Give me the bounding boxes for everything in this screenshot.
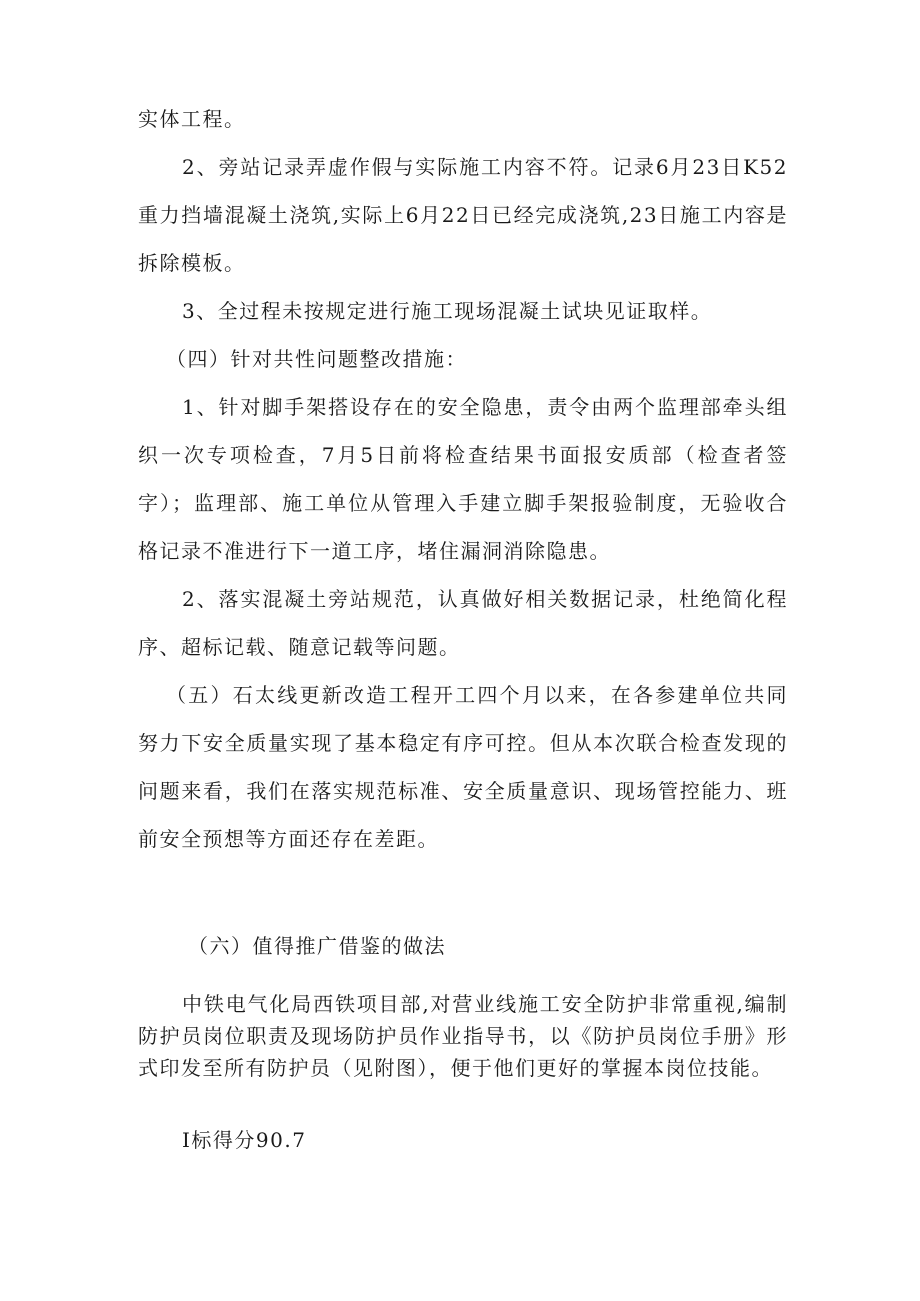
paragraph-rectification-1: 1、针对脚手架搭设存在的安全隐患，责令由两个监理部牵头组织一次专项检查，7月5日前将检查结果书面报安质部（检查者签字）；监理部、施工单位从管理入手建立脚手架报验制度，无验收合格记录不准进行下一道工序，堵住漏洞消除隐患。	[138, 395, 788, 563]
paragraph-section-5-summary: （五）石太线更新改造工程开工四个月以来，在各参建单位共同努力下安全质量实现了基本稳定有序可控。但从本次联合检查发现的问题来看，我们在落实规范标准、安全质量意识、现场管控能力、班前安全预想等方面还存在差距。	[138, 683, 788, 851]
paragraph-continuation: 实体工程。	[138, 107, 246, 131]
paragraph-rectification-2: 2、落实混凝土旁站规范，认真做好相关数据记录，杜绝简化程序、超标记载、随意记载等问题。	[138, 587, 788, 659]
section-heading-4: （四）针对共性问题整改措施：	[166, 347, 467, 371]
section-heading-6: （六）值得推广借鉴的做法	[188, 934, 446, 958]
paragraph-item-3-no-sampling: 3、全过程未按规定进行施工现场混凝土试块见证取样。	[182, 299, 713, 323]
paragraph-item-2-record-falsified: 2、旁站记录弄虚作假与实际施工内容不符。记录6月23日K52重力挡墙混凝土浇筑,实际上6月22日已经完成浇筑,23日施工内容是拆除模板。	[138, 155, 788, 275]
paragraph-best-practice: 中铁电气化局西铁项目部,对营业线施工安全防护非常重视,编制防护员岗位职责及现场防护员作业指导书，以《防护员岗位手册》形式印发至所有防护员（见附图），便于他们更好的掌握本岗位技能。	[138, 992, 788, 1080]
score-line: Ⅰ标得分90.7	[182, 1128, 307, 1152]
